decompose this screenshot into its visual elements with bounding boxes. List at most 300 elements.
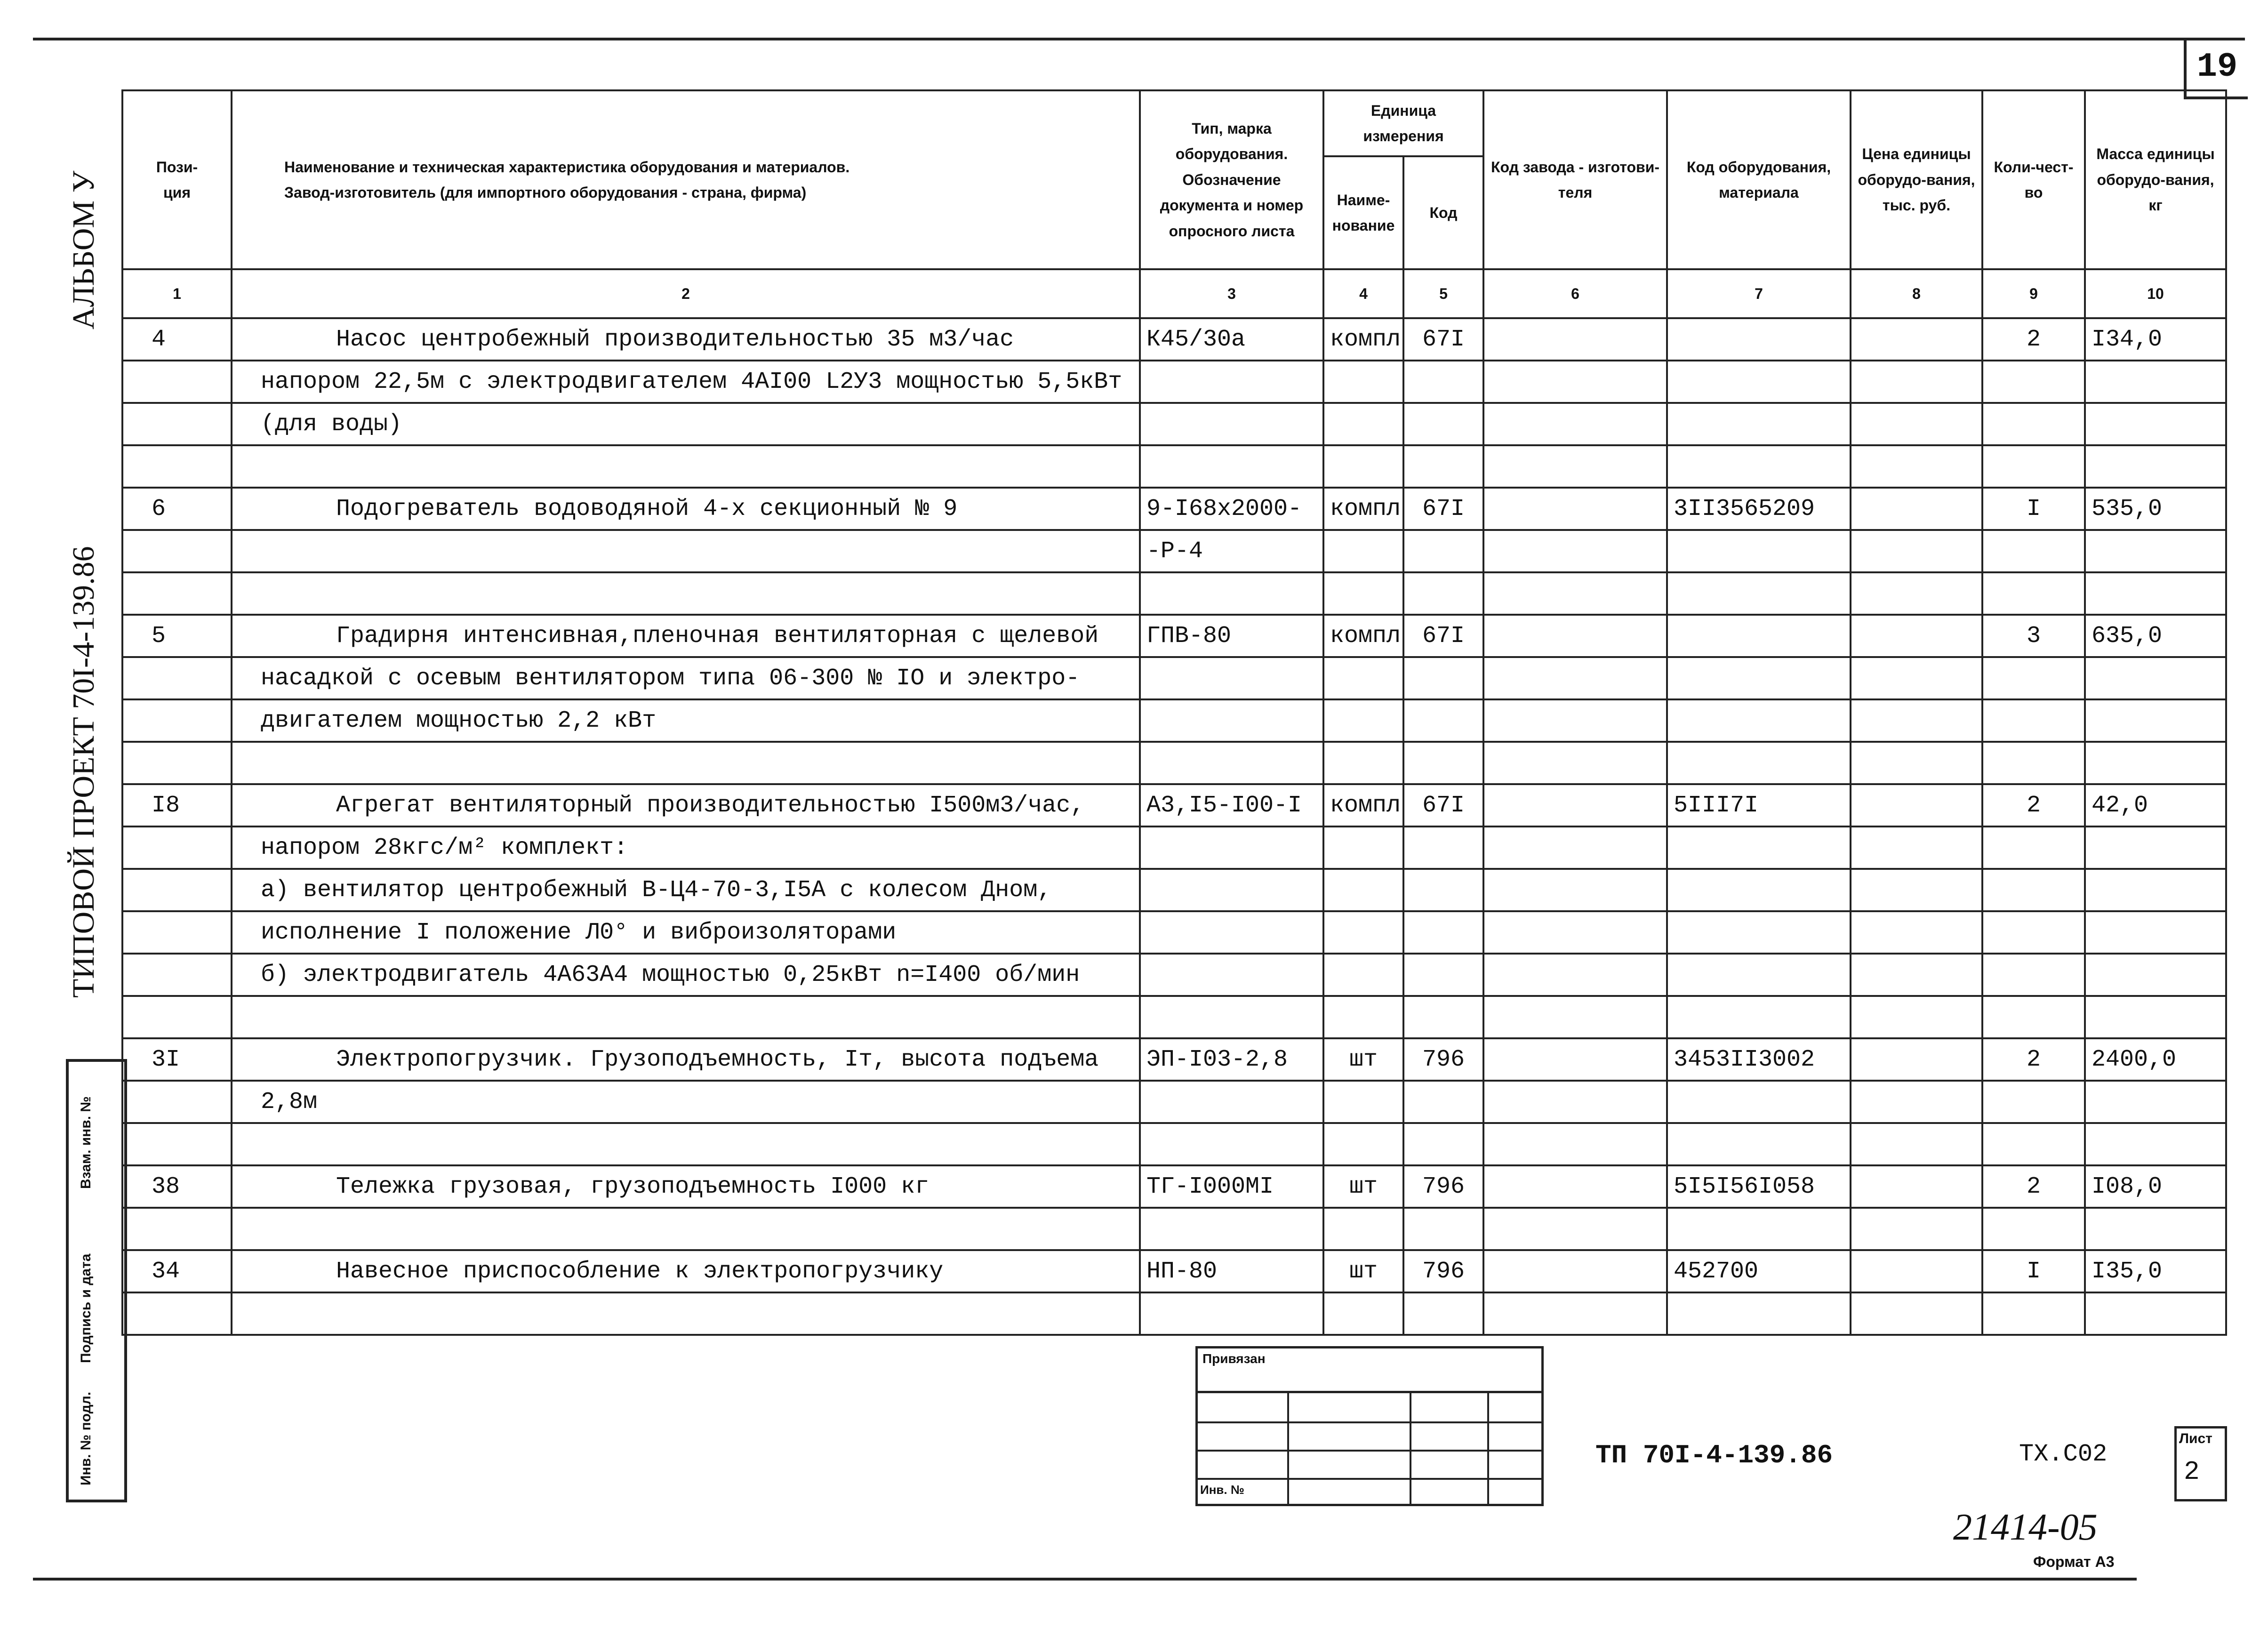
cell-unit-name	[1323, 1081, 1403, 1123]
equipment-table	[121, 89, 2227, 1336]
cell-unit-code	[1403, 699, 1483, 742]
cell-qty	[1982, 742, 2085, 784]
cell-equip-code	[1667, 996, 1851, 1038]
approval-stamp-strip	[66, 1059, 127, 1502]
cell-name	[232, 1292, 1140, 1335]
cell-qty	[1982, 361, 2085, 403]
cell-mass	[2085, 911, 2226, 954]
cell-mass	[2085, 1208, 2226, 1250]
cell-pos	[122, 445, 232, 488]
cell-mass: I08,0	[2085, 1165, 2226, 1208]
header-mass: Масса единицы оборудо-вания, кг	[2085, 90, 2226, 269]
cell-name: насадкой с осевым вентилятором типа 06-300 № IO и электро-	[232, 657, 1140, 699]
cell-mass	[2085, 1081, 2226, 1123]
cell-pos	[122, 996, 232, 1038]
document-code: ТП 70I-4-139.86	[1595, 1440, 1833, 1470]
cell-unit-name	[1323, 657, 1403, 699]
cell-qty: 2	[1982, 784, 2085, 827]
cell-name: напором 22,5м с электродвигателем 4АI00 L2У3 мощностью 5,5кВт	[232, 361, 1140, 403]
cell-price	[1851, 996, 1982, 1038]
cell-name: 2,8м	[232, 1081, 1140, 1123]
cell-unit-name: компл	[1323, 488, 1403, 530]
cell-price	[1851, 530, 1982, 572]
cell-unit-name: шт	[1323, 1165, 1403, 1208]
column-number: 5	[1403, 269, 1483, 318]
cell-price	[1851, 445, 1982, 488]
cell-factory-code	[1483, 1123, 1667, 1165]
cell-mass	[2085, 699, 2226, 742]
column-number-row	[122, 269, 2226, 318]
cell-pos: 5	[122, 615, 232, 657]
cell-type: -Р-4	[1140, 530, 1323, 572]
cell-unit-name: компл	[1323, 784, 1403, 827]
cell-qty: 2	[1982, 1165, 2085, 1208]
cell-factory-code	[1483, 1292, 1667, 1335]
cell-unit-code: 796	[1403, 1165, 1483, 1208]
cell-name: а) вентилятор центробежный В-Ц4-70-3,I5А с колесом Дном,	[232, 869, 1140, 911]
cell-qty	[1982, 699, 2085, 742]
table-row	[122, 699, 2226, 742]
cell-price	[1851, 954, 1982, 996]
cell-mass	[2085, 869, 2226, 911]
column-number: 8	[1851, 269, 1982, 318]
cell-name	[232, 742, 1140, 784]
cell-pos	[122, 827, 232, 869]
header-unit-name: Наиме-нование	[1323, 156, 1403, 269]
cell-factory-code	[1483, 869, 1667, 911]
cell-unit-code	[1403, 445, 1483, 488]
cell-pos	[122, 954, 232, 996]
cell-name: Градирня интенсивная,пленочная вентиляторная с щелевой	[232, 615, 1140, 657]
table-row	[122, 572, 2226, 615]
cell-unit-name	[1323, 954, 1403, 996]
table-row	[122, 657, 2226, 699]
cell-unit-name	[1323, 445, 1403, 488]
cell-unit-name	[1323, 827, 1403, 869]
cell-qty	[1982, 869, 2085, 911]
cell-factory-code	[1483, 954, 1667, 996]
cell-price	[1851, 488, 1982, 530]
cell-pos	[122, 869, 232, 911]
sheet-code: ТХ.С02	[2019, 1440, 2108, 1468]
cell-name: Подогреватель водоводяной 4-х секционный № 9	[232, 488, 1140, 530]
cell-factory-code	[1483, 1038, 1667, 1081]
cell-type	[1140, 572, 1323, 615]
cell-unit-code	[1403, 742, 1483, 784]
cell-unit-code: 67I	[1403, 784, 1483, 827]
table-row	[122, 1123, 2226, 1165]
cell-unit-name	[1323, 403, 1403, 445]
table-row	[122, 530, 2226, 572]
cell-unit-name	[1323, 742, 1403, 784]
header-qty: Коли-чест-во	[1982, 90, 2085, 269]
table-row	[122, 403, 2226, 445]
cell-factory-code	[1483, 361, 1667, 403]
cell-pos	[122, 742, 232, 784]
cell-unit-code	[1403, 827, 1483, 869]
stamp-sign-label: Подпись и дата	[78, 1253, 94, 1363]
table-row	[122, 1165, 2226, 1208]
cell-qty: 2	[1982, 318, 2085, 361]
cell-equip-code	[1667, 827, 1851, 869]
cell-equip-code	[1667, 318, 1851, 361]
table-row	[122, 445, 2226, 488]
stamp-inv-label: Инв. № подл.	[78, 1391, 94, 1485]
cell-qty	[1982, 996, 2085, 1038]
cell-mass: 2400,0	[2085, 1038, 2226, 1081]
column-number: 10	[2085, 269, 2226, 318]
cell-pos: 38	[122, 1165, 232, 1208]
page-number: 19	[2184, 38, 2248, 99]
cell-unit-code	[1403, 530, 1483, 572]
cell-factory-code	[1483, 1165, 1667, 1208]
cell-unit-code	[1403, 403, 1483, 445]
cell-factory-code	[1483, 657, 1667, 699]
cell-price	[1851, 1081, 1982, 1123]
cell-mass	[2085, 445, 2226, 488]
cell-price	[1851, 1165, 1982, 1208]
cell-type	[1140, 742, 1323, 784]
cell-qty: 2	[1982, 1038, 2085, 1081]
cell-pos	[122, 1292, 232, 1335]
cell-factory-code	[1483, 403, 1667, 445]
cell-factory-code	[1483, 911, 1667, 954]
cell-equip-code	[1667, 445, 1851, 488]
cell-unit-code	[1403, 1292, 1483, 1335]
cell-type	[1140, 445, 1323, 488]
cell-mass	[2085, 657, 2226, 699]
cell-name: исполнение I положение Л0° и виброизоляторами	[232, 911, 1140, 954]
cell-factory-code	[1483, 742, 1667, 784]
cell-unit-code	[1403, 657, 1483, 699]
cell-factory-code	[1483, 318, 1667, 361]
cell-name	[232, 996, 1140, 1038]
cell-unit-code	[1403, 996, 1483, 1038]
cell-pos	[122, 657, 232, 699]
top-rule	[33, 38, 2245, 40]
cell-unit-name: компл	[1323, 615, 1403, 657]
cell-type	[1140, 361, 1323, 403]
cell-pos	[122, 1123, 232, 1165]
cell-unit-name	[1323, 361, 1403, 403]
cell-type	[1140, 699, 1323, 742]
cell-pos	[122, 403, 232, 445]
cell-unit-code	[1403, 1208, 1483, 1250]
cell-pos	[122, 572, 232, 615]
cell-factory-code	[1483, 530, 1667, 572]
cell-name: Навесное приспособление к электропогрузчику	[232, 1250, 1140, 1292]
cell-type	[1140, 954, 1323, 996]
cell-mass: I34,0	[2085, 318, 2226, 361]
cell-mass: 535,0	[2085, 488, 2226, 530]
cell-equip-code	[1667, 615, 1851, 657]
cell-name	[232, 572, 1140, 615]
cell-qty	[1982, 403, 2085, 445]
stamp-replace-label: Взам. инв. №	[78, 1096, 94, 1189]
cell-unit-name	[1323, 1123, 1403, 1165]
cell-price	[1851, 1250, 1982, 1292]
cell-price	[1851, 403, 1982, 445]
cell-unit-code: 67I	[1403, 488, 1483, 530]
cell-unit-name: компл	[1323, 318, 1403, 361]
cell-type	[1140, 869, 1323, 911]
table-row	[122, 1081, 2226, 1123]
cell-type: ТГ-I000МI	[1140, 1165, 1323, 1208]
header-unit-group: Единица измерения	[1323, 90, 1483, 156]
cell-pos	[122, 911, 232, 954]
format-label: Формат А3	[2033, 1553, 2115, 1570]
cell-factory-code	[1483, 1081, 1667, 1123]
cell-name: Тележка грузовая, грузоподъемность I000 кг	[232, 1165, 1140, 1208]
cell-unit-name	[1323, 1208, 1403, 1250]
cell-price	[1851, 615, 1982, 657]
cell-equip-code	[1667, 361, 1851, 403]
cell-type: НП-80	[1140, 1250, 1323, 1292]
cell-mass	[2085, 530, 2226, 572]
cell-mass	[2085, 1292, 2226, 1335]
cell-qty	[1982, 1081, 2085, 1123]
cell-equip-code	[1667, 1208, 1851, 1250]
cell-unit-code	[1403, 572, 1483, 615]
table-row	[122, 996, 2226, 1038]
header-price: Цена единицы оборудо-вания, тыс. руб.	[1851, 90, 1982, 269]
cell-unit-code	[1403, 1081, 1483, 1123]
cell-equip-code	[1667, 869, 1851, 911]
cell-unit-name	[1323, 1292, 1403, 1335]
column-number: 4	[1323, 269, 1403, 318]
cell-pos	[122, 1081, 232, 1123]
cell-factory-code	[1483, 699, 1667, 742]
cell-equip-code	[1667, 530, 1851, 572]
cell-equip-code	[1667, 657, 1851, 699]
cell-type: ЭП-I03-2,8	[1140, 1038, 1323, 1081]
cell-pos: I8	[122, 784, 232, 827]
cell-price	[1851, 869, 1982, 911]
cell-name: двигателем мощностью 2,2 кВт	[232, 699, 1140, 742]
cell-mass: 635,0	[2085, 615, 2226, 657]
cell-name: (для воды)	[232, 403, 1140, 445]
cell-unit-code	[1403, 1123, 1483, 1165]
cell-type: А3,I5-I00-I	[1140, 784, 1323, 827]
cell-factory-code	[1483, 784, 1667, 827]
cell-price	[1851, 572, 1982, 615]
table-row	[122, 827, 2226, 869]
column-number: 2	[232, 269, 1140, 318]
column-number: 9	[1982, 269, 2085, 318]
table-row	[122, 488, 2226, 530]
sheet-number: 2	[2184, 1457, 2200, 1487]
cell-unit-code	[1403, 954, 1483, 996]
header-factory-code: Код завода - изготови-теля	[1483, 90, 1667, 269]
cell-equip-code: 3453II3002	[1667, 1038, 1851, 1081]
table-row	[122, 1250, 2226, 1292]
cell-qty	[1982, 445, 2085, 488]
table-row	[122, 869, 2226, 911]
cell-mass	[2085, 954, 2226, 996]
cell-factory-code	[1483, 572, 1667, 615]
cell-factory-code	[1483, 615, 1667, 657]
table-row	[122, 1292, 2226, 1335]
cell-qty	[1982, 954, 2085, 996]
cell-equip-code: 5III7I	[1667, 784, 1851, 827]
cell-mass: I35,0	[2085, 1250, 2226, 1292]
header-equip-code: Код оборудования, материала	[1667, 90, 1851, 269]
cell-unit-code	[1403, 361, 1483, 403]
cell-mass	[2085, 572, 2226, 615]
cell-name: напором 28кгс/м² комплект:	[232, 827, 1140, 869]
cell-type	[1140, 996, 1323, 1038]
cell-price	[1851, 742, 1982, 784]
cell-pos	[122, 361, 232, 403]
cell-type	[1140, 1123, 1323, 1165]
column-number: 1	[122, 269, 232, 318]
cell-name	[232, 1123, 1140, 1165]
cell-name: Агрегат вентиляторный производительностью I500м3/час,	[232, 784, 1140, 827]
cell-type	[1140, 403, 1323, 445]
cell-factory-code	[1483, 445, 1667, 488]
column-number: 6	[1483, 269, 1667, 318]
cell-name: Насос центробежный производительностью 35 м3/час	[232, 318, 1140, 361]
table-row	[122, 361, 2226, 403]
attached-label: Привязан	[1202, 1351, 1266, 1366]
cell-price	[1851, 911, 1982, 954]
cell-factory-code	[1483, 827, 1667, 869]
cell-factory-code	[1483, 488, 1667, 530]
cell-qty: I	[1982, 488, 2085, 530]
table-row	[122, 318, 2226, 361]
table-row	[122, 1208, 2226, 1250]
cell-unit-name	[1323, 869, 1403, 911]
cell-pos	[122, 530, 232, 572]
cell-factory-code	[1483, 996, 1667, 1038]
cell-pos	[122, 699, 232, 742]
cell-qty	[1982, 1208, 2085, 1250]
cell-qty	[1982, 530, 2085, 572]
bottom-rule	[33, 1578, 2137, 1581]
cell-factory-code	[1483, 1208, 1667, 1250]
cell-equip-code: 452700	[1667, 1250, 1851, 1292]
cell-type	[1140, 1208, 1323, 1250]
cell-qty	[1982, 1292, 2085, 1335]
cell-unit-code: 796	[1403, 1038, 1483, 1081]
cell-equip-code: 5I5I56I058	[1667, 1165, 1851, 1208]
attached-block	[1195, 1346, 1544, 1393]
cell-equip-code	[1667, 742, 1851, 784]
cell-pos: 34	[122, 1250, 232, 1292]
cell-unit-code: 67I	[1403, 615, 1483, 657]
album-label: АЛЬБОМ У	[66, 170, 101, 329]
cell-unit-code: 796	[1403, 1250, 1483, 1292]
sheet-label: Лист	[2179, 1431, 2212, 1446]
cell-unit-code	[1403, 911, 1483, 954]
table-row	[122, 911, 2226, 954]
cell-name	[232, 1208, 1140, 1250]
cell-price	[1851, 361, 1982, 403]
cell-equip-code	[1667, 699, 1851, 742]
cell-qty	[1982, 572, 2085, 615]
header-type: Тип, марка оборудования. Обозначение документа и номер опросного листа	[1140, 90, 1323, 269]
cell-qty	[1982, 827, 2085, 869]
cell-unit-code: 67I	[1403, 318, 1483, 361]
cell-pos: 3I	[122, 1038, 232, 1081]
cell-type: ГПВ-80	[1140, 615, 1323, 657]
header-name: Наименование и техническая характеристика оборудования и материалов. Завод-изготовитель (для импортного оборудования - страна, фирма)	[232, 90, 1140, 269]
table-body	[122, 318, 2226, 1335]
cell-equip-code	[1667, 911, 1851, 954]
cell-unit-name	[1323, 911, 1403, 954]
cell-equip-code	[1667, 1081, 1851, 1123]
cell-price	[1851, 1292, 1982, 1335]
cell-unit-name: шт	[1323, 1038, 1403, 1081]
attached-grid	[1195, 1393, 1544, 1506]
cell-pos: 4	[122, 318, 232, 361]
cell-type: 9-I68х2000-	[1140, 488, 1323, 530]
cell-name	[232, 530, 1140, 572]
cell-qty: 3	[1982, 615, 2085, 657]
cell-price	[1851, 1038, 1982, 1081]
cell-type	[1140, 827, 1323, 869]
table-row	[122, 954, 2226, 996]
cell-equip-code	[1667, 572, 1851, 615]
cell-name: Электропогрузчик. Грузоподъемность, Iт, высота подъема	[232, 1038, 1140, 1081]
cell-factory-code	[1483, 1250, 1667, 1292]
cell-qty	[1982, 1123, 2085, 1165]
cell-type	[1140, 911, 1323, 954]
cell-mass	[2085, 403, 2226, 445]
table-row	[122, 742, 2226, 784]
cell-unit-name	[1323, 699, 1403, 742]
cell-price	[1851, 657, 1982, 699]
table-row	[122, 615, 2226, 657]
cell-pos	[122, 1208, 232, 1250]
cell-mass	[2085, 742, 2226, 784]
cell-unit-name: шт	[1323, 1250, 1403, 1292]
cell-mass: 42,0	[2085, 784, 2226, 827]
cell-mass	[2085, 827, 2226, 869]
cell-price	[1851, 1208, 1982, 1250]
handwritten-number: 21414-05	[1953, 1507, 2098, 1548]
header-pos: Пози- ция	[122, 90, 232, 269]
cell-equip-code	[1667, 403, 1851, 445]
cell-type	[1140, 1292, 1323, 1335]
cell-pos: 6	[122, 488, 232, 530]
header-unit-code: Код	[1403, 156, 1483, 269]
cell-unit-code	[1403, 869, 1483, 911]
cell-unit-name	[1323, 572, 1403, 615]
cell-unit-name	[1323, 996, 1403, 1038]
cell-mass	[2085, 996, 2226, 1038]
inv-label: Инв. №	[1200, 1483, 1244, 1497]
cell-equip-code	[1667, 1292, 1851, 1335]
column-number: 3	[1140, 269, 1323, 318]
cell-equip-code	[1667, 954, 1851, 996]
cell-qty	[1982, 911, 2085, 954]
cell-type: К45/30а	[1140, 318, 1323, 361]
cell-qty: I	[1982, 1250, 2085, 1292]
column-number: 7	[1667, 269, 1851, 318]
cell-name	[232, 445, 1140, 488]
table-row	[122, 1038, 2226, 1081]
cell-mass	[2085, 361, 2226, 403]
project-label: ТИПОВОЙ ПРОЕКТ 70I-4-139.86	[66, 546, 101, 998]
cell-equip-code	[1667, 1123, 1851, 1165]
cell-unit-name	[1323, 530, 1403, 572]
cell-price	[1851, 699, 1982, 742]
cell-price	[1851, 827, 1982, 869]
cell-type	[1140, 1081, 1323, 1123]
cell-qty	[1982, 657, 2085, 699]
cell-equip-code: 3II3565209	[1667, 488, 1851, 530]
